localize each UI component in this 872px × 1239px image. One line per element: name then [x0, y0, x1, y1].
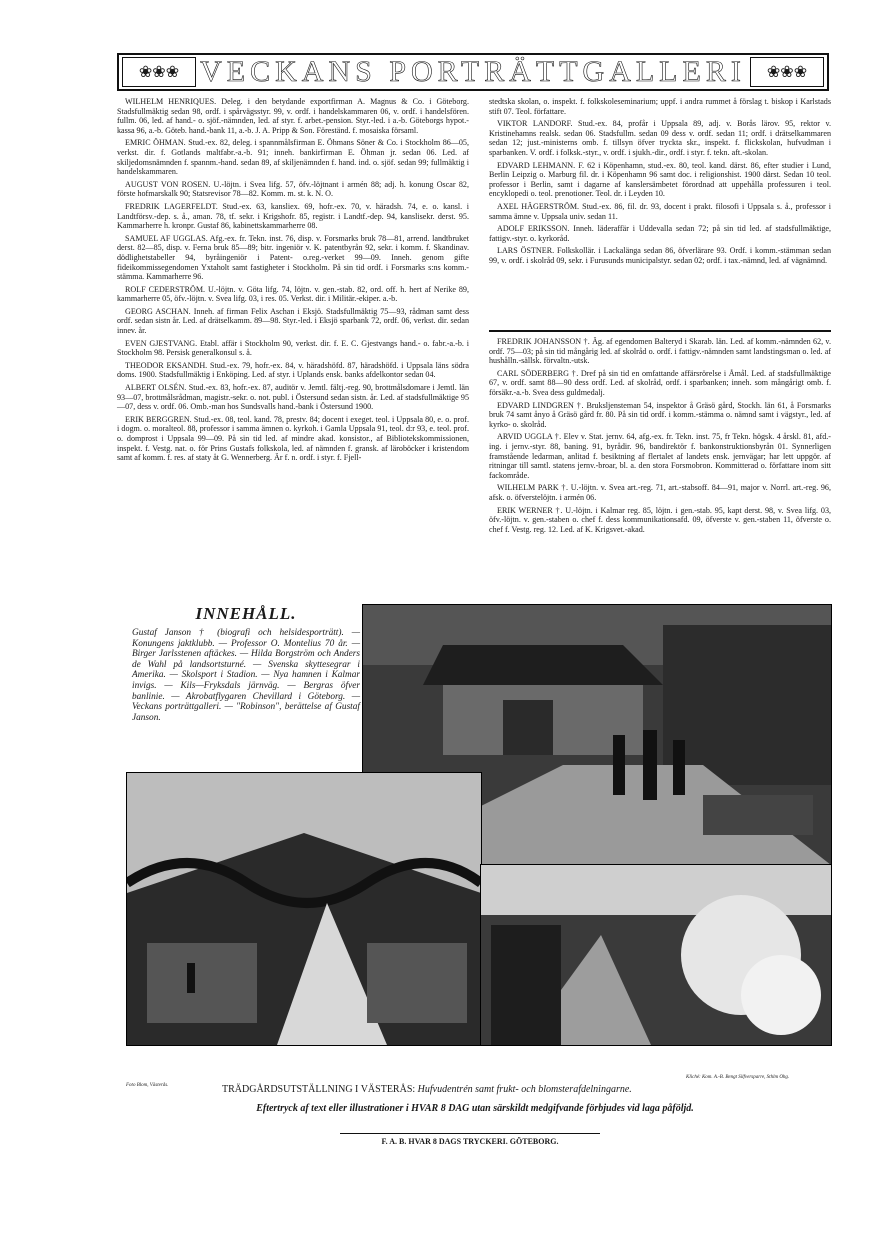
biography-entry: [117, 383, 469, 412]
person-bio: Äg. af egendomen Balteryd i Skarab. län. Led. af komm.-nämnden 62, v. ordf. 75—03; på sin tid mångårig led. af skolråd o. ordf. i fattigv.-nämnden samt landstingsman o. led. af hushålln.-sällsk. förvaltn.-utsk.: [489, 337, 831, 366]
printer-line: F. A. B. HVAR 8 DAGS TRYCKERI. GÖTEBORG.: [381, 1137, 559, 1146]
header-banner: [117, 53, 829, 91]
person-bio: Stud.-ex. 83, hofr.-ex. 87, auditör v. Jemtl. fältj.-reg. 90, brottmålsdomare i Jemtl. län 93—07, brottmålsrådman, magistr.-sekr. o. not. publ. i Östersund sedan sistn. år. Led. af stadsfullmäktige 95—07, dess v. ordf. 06. Omb.-man hos Sundsvalls hand.-bank i Östersund 1900.: [117, 383, 469, 412]
person-bio: Afg.-ex. fr. Tekn. inst. 76, disp. v. Forsmarks bruk 78—81, arrend. landtbruket derst. 82—85, disp. v. Ferna bruk 85—89; bitr. ingeniör v. K. patentbyrån 92, sekr. i komm. f. Skandinav. dödlighetstabeller 94, byråingeniör i Patent- o.reg.-verket 99—09. Inneh. genom gifte fideikommissegendomen Yxtaholt samt fastigheter i Stockholm. På sin tid ordf. i Forsmarks s:ns komm.-stämma. Kammarherre 96.: [117, 233, 469, 282]
biography-entry: [489, 97, 831, 116]
person-name: LARS ÖSTNER.: [497, 246, 555, 256]
reprint-notice: Eftertryck af text eller illustrationer i HVAR 8 DAG utan särskildt medgifvande förbjudes vid laga påföljd.: [256, 1103, 694, 1114]
person-bio: Dref på sin tid en omfattande affärsrörelse i Åmål. Led. af stadsfullmäktige 67, v. ordf. samt 88—90 dess ordf. Led. af skolråd, ordf. i sparbanken; inneh. som mångårigt omb. f. försäkr.-a.-b. Svea dess guldmedalj.: [489, 368, 831, 397]
person-bio: U.-löjtn. v. Svea art.-reg. 71, art.-stabsoff. 84—91, major v. Norrl. art.-reg. 96, afsk. o. öfverstelöjtn. i armén 06.: [489, 483, 832, 502]
person-bio: Inneh. af firman Felix Aschan i Eksjö. Stadsfullmäktig 75—93, rådman samt dess ordf. sedan sistn år. Led. af drätselkamm. 89—98. Styr.-led. i Eksjö sparbank 72, ordf. 06, verkst. dir. sedan innev. år.: [117, 306, 469, 336]
biography-entry: [117, 138, 469, 176]
left-ornament: ❀❀❀: [122, 57, 196, 87]
hall-photo-graphic: [127, 773, 481, 1045]
person-bio: Deleg. i den betydande exportfirman A. Magnus & Co. i Göteborg. Stadsfullmäktig sedan 98, ordf. i spårvägsstyr. 99, v. ordf. i handelskammaren 06, v. ordf. i handelsfören. fullm. 06, led. af hand.- o. sjöf.-nämnden, led. af styr. f. arbet.-pension. Styr.-led. i a.-b. Göteborgs hypot.-kassa 96, a.-b. Göteb. hand.-bank 11, a.-b. J. A. Pripp & Son. Föreständ. f. mosaiska församl.: [117, 97, 469, 135]
person-name: WILHELM HENRIQUES.: [125, 97, 217, 106]
biography-entry: [489, 224, 831, 243]
biography-entry: [117, 97, 469, 135]
photo-exhibition-hall: [126, 772, 482, 1046]
person-bio: Elev v. Stat. jernv. 64, afg.-ex. fr. Tekn. inst. 75, fr Tekn. högsk. 4 årskl. 81, afd.-ing. i jernv.-styr. 88, baning. 91, byrådir. 96, bandirektör f. bankonstruktionsbyrån 01. Synnerligen framstående ledarman, anlitad f. besiktning af flertalet af landets ensk. jernvägar; har lett uppgör. af ritningar till samtl. statens jernv.-broar, bl. a. den stora Forsmobron. Kommitterad o. författare inom sitt fackområde.: [489, 432, 831, 480]
biography-entry: [489, 432, 831, 480]
biography-entry: [489, 401, 831, 430]
biography-entry: [117, 339, 469, 358]
person-name: FREDRIK JOHANSSON †.: [497, 337, 590, 346]
biography-entry: [489, 119, 831, 157]
biography-entry: [117, 415, 469, 463]
biography-entry: [117, 180, 469, 199]
biography-entry: [117, 234, 469, 282]
biography-entry: [489, 483, 831, 502]
person-bio: Bruksljensteman 54, inspektor å Gräsö gård, Stockh. län 61, å Forsmarks bruk 74 samt ånyo å Gräsö gård fr. 80. På sin tid ordf. i komm.-stämma o. nämnd samt i vägstyr., led. af kyrko- o. skolråd.: [489, 400, 831, 429]
person-bio: U.-löjtn. i Svea lifg. 57, öfv.-löjtnant i armén 88; adj. h. konung Oscar 82, förste hofmarskalk 90; Statsrevisor 78—82. Komm. m. st. k. N. O.: [117, 179, 469, 199]
flower-photo-graphic: [481, 865, 831, 1045]
person-name: ARVID UGGLA †.: [497, 432, 562, 442]
photo-credit-right: Kliché: Kom. A.-B. Bengt Silfversparre, Sthlm Ohg.: [686, 1075, 790, 1080]
person-name: EVEN GJESTVANG.: [125, 338, 198, 348]
page-title: VECKANS PORTRÄTTGALLERI: [200, 55, 746, 88]
biography-entry: [489, 202, 831, 221]
person-bio: Stud.-ex. 84, profår i Uppsala 89, adj. v. Borås lärov. 95, rektor v. Kristinehamns realsk. sedan 06. Stadsfullm. sedan 09 dess v. ordf. sedan 11; ordf. i drätselkammaren sedan 12; just.-ministerns omb. f. tillsyn öfver tryckta skr., inspekt. f. flickskolan, hufvudman i sparbanken. V. ordf. i folksk.-styr., v. ordf. i sjukh.-dir., ordf. i styr. f. tekn. aft.-skolan.: [489, 119, 831, 157]
person-name: SAMUEL AF UGGLAS.: [125, 233, 208, 243]
person-name: THEODOR EKSANDH.: [125, 360, 208, 370]
person-bio: U.-löjtn. i Kalmar reg. 85, löjtn. i gen.-stab. 95, kapt derst. 98, v. Svea lifg. 03, öfv.-löjtn. v. gen.-staben o. chef f. dess kommunikationsafd. 09, öfverste v. gen.-staben 11, öfverste o. chef f. Vestg. reg. 12. Led. af K. Krigsvet.-akad.: [489, 505, 832, 534]
person-name: ALBERT OLSÉN.: [125, 383, 187, 393]
right-biography-column: [489, 97, 831, 269]
person-name: AUGUST VON ROSEN.: [125, 179, 211, 189]
person-bio: Stud.-ex. 86, fil. dr. 93, docent i prakt. filosofi i Uppsala s. å., professor i samma ämne v. Uppsala univ. sedan 11.: [489, 201, 831, 221]
printer-rule: [340, 1133, 600, 1134]
person-name: ROLF CEDERSTRÖM.: [125, 284, 206, 294]
left-biography-column: [117, 97, 469, 466]
biography-entry: [489, 369, 831, 398]
person-bio: Folkskollär. i Lackalänga sedan 86, öfverlärare 93. Ordf. i komm.-stämman sedan 99, v. ordf. i skolråd 09, sekr. i Furusunds municipalstyr. sedan 02; ordf. i tax.-nämnd, led. af vägnämnd.: [489, 246, 831, 265]
photo-credit-left: Foto Blom, Västerås.: [126, 1083, 169, 1088]
person-name: ADOLF ERIKSSON.: [497, 224, 570, 234]
caption-sub: Hufvudentrén samt frukt- och blomsterafdelningarne.: [417, 1084, 632, 1095]
person-bio: Stud.-ex. 79, hofr.-ex. 84, v. häradshöfd. 87, häradshöfd. i Uppsala läns södra doms. 1900. Stadsfullmäktig i Enköping. Led. af styr. i Uplands ensk. banks afdelkontor sedan 04.: [117, 360, 470, 380]
person-name: FREDRIK LAGERFELDT.: [125, 201, 218, 211]
person-name: GEORG ASCHAN.: [125, 306, 191, 316]
photo-caption: [222, 1084, 832, 1095]
biography-entry: [117, 361, 469, 380]
person-name: EDVARD LINDGREN †.: [497, 400, 584, 410]
caption-main: TRÄDGÅRDSUTSTÄLLNING I VÄSTERÅS:: [222, 1084, 416, 1095]
biography-entry: [489, 506, 831, 535]
contents-title: INNEHÅLL.: [195, 604, 297, 623]
person-name: WILHELM PARK †.: [497, 483, 569, 493]
person-bio: Stud.-ex. 82, deleg. i spannmålsfirman E. Öhmans Söner & Co. i Stockholm 86—05, verkst. dir. f. Gotlands maltfabr.-a.-b. 91; inneh. bankirfirman E. Öhman jr. sedan 06. Led. af skiljedomsnämnden f. spannm.-hand. sedan 89, af skiljenämnden f. hand. ind. o. sjöf. sedan 99; fullmäktig i handelskammaren.: [117, 138, 469, 177]
person-name: ERIK WERNER †.: [497, 505, 563, 515]
person-name: EMRIC ÖHMAN.: [125, 138, 186, 148]
biography-entry: [489, 337, 831, 366]
person-name: AXEL HÄGERSTRÖM.: [497, 201, 580, 211]
person-bio: F. 62 i Köpenhamn, stud.-ex. 80, teol. kand. därst. 86, efter studier i Lund, Berlin Leipzig o. Marburg fil. dr. i Köpenhamn 96 samt doc. i religionshist. 1900 därst. Sedan 10 teol. professor i Berlin, samt i dagarne af kanslersämbetet förordnad att uppehålla professuren i teol. encyklopedi o. teol. prenotioner. Teol. dr. i Leyden 10.: [489, 160, 831, 199]
obituary-column: [489, 337, 831, 537]
person-name: ERIK BERGGREN.: [125, 414, 192, 424]
person-bio: Etabl. affär i Stockholm 90, verkst. dir. f. E. C. Gjestvangs hand.- o. fabr.-a.-b. i Stockholm 98. Persisk generalkonsul s. å.: [117, 338, 469, 358]
contents-box: [132, 604, 360, 723]
person-name: EDVARD LEHMANN.: [497, 160, 576, 170]
person-bio: Inneh. läderaffär i Uddevalla sedan 72; på sin tid led. af stadsfullmäktige, fattigv.-styr. o. kyrkoråd.: [489, 224, 832, 243]
person-bio: Stud.-ex. 08, teol. kand. 78, prestv. 84; docent i exeget. teol. i Uppsala 80, e. o. prof. i dogm. o. moralteol. 88, professor i samma ämnen o. kyrkoh. i Gamla Uppsala 91, teol. d:r 93, e. teol. prof. o. domprost i Uppsala 99—09. På sin tid led. af mindre akad. konsistor., af Bibliotekskommissionen, inspekt. f. Vestg. nat. o. för Prins Gustafs folkskola, led. af nämnden f. gransk. af läroböcker i kristendom samt af komm. f. res. af staty åt G. Wennerberg. Är f. n. ordf. i styr. f. Fjell-: [117, 414, 469, 463]
biography-entry: [117, 285, 469, 304]
person-bio: Stud.-ex. 63, kansliex. 69, hofr.-ex. 70, v. häradsh. 74, e. o. kansl. i Landtförsv.-dep. s. å., aman. 78, tf. sekr. i Krigshofr. 85, registr. i Landtf.-dep. 94, kanslisekr. derst. 95. Kammarherre h. kronpr. Gustaf 86, kabinettskammarherre 08.: [117, 201, 470, 231]
biography-entry: [489, 246, 831, 265]
contents-text: Gustaf Janson † (biografi och helsidesporträtt). — Konungens jaktklubb. — Professor O. Montelius 70 år. — Birger Jarlsstenen aftäckes. — Hilda Borgström och Anders de Wahl på landsortsturné. — Svenska skyttesegrar i Amerika. — Skolsport i Stadion. — Nya hamnen i Kalmar invigs. — Kils—Fryksdals järnväg. — Bergras öfver banlinie. — Akrobatflygaren Chevillard i Göteborg. — Veckans porträttgalleri. — "Robinson", berättelse af Gustaf Janson.: [132, 628, 360, 723]
biography-entry: [489, 161, 831, 199]
section-divider: [489, 330, 831, 332]
right-ornament: ❀❀❀: [750, 57, 824, 87]
person-bio: stedtska skolan, o. inspekt. f. folkskoleseminarium; uppf. i andra rummet å förslag t. biskop i Karlstads stift 07. Teol. författare.: [489, 97, 831, 116]
person-bio: U.-löjtn. v. Göta lifg. 74, löjtn. v. gen.-stab. 82, ord. off. h. hert af Nerike 89, kammarherre 05, öfv.-löjtn. v. Svea lifg. 03, i res. 05. Verkst. dir. i Militär.-ekiper. a.-b.: [117, 284, 469, 304]
person-name: VIKTOR LANDORF.: [497, 119, 573, 129]
biography-entry: [117, 202, 469, 231]
photo-flower-display: [480, 864, 832, 1046]
biography-entry: [117, 307, 469, 336]
person-name: CARL SÖDERBERG †.: [497, 368, 579, 378]
